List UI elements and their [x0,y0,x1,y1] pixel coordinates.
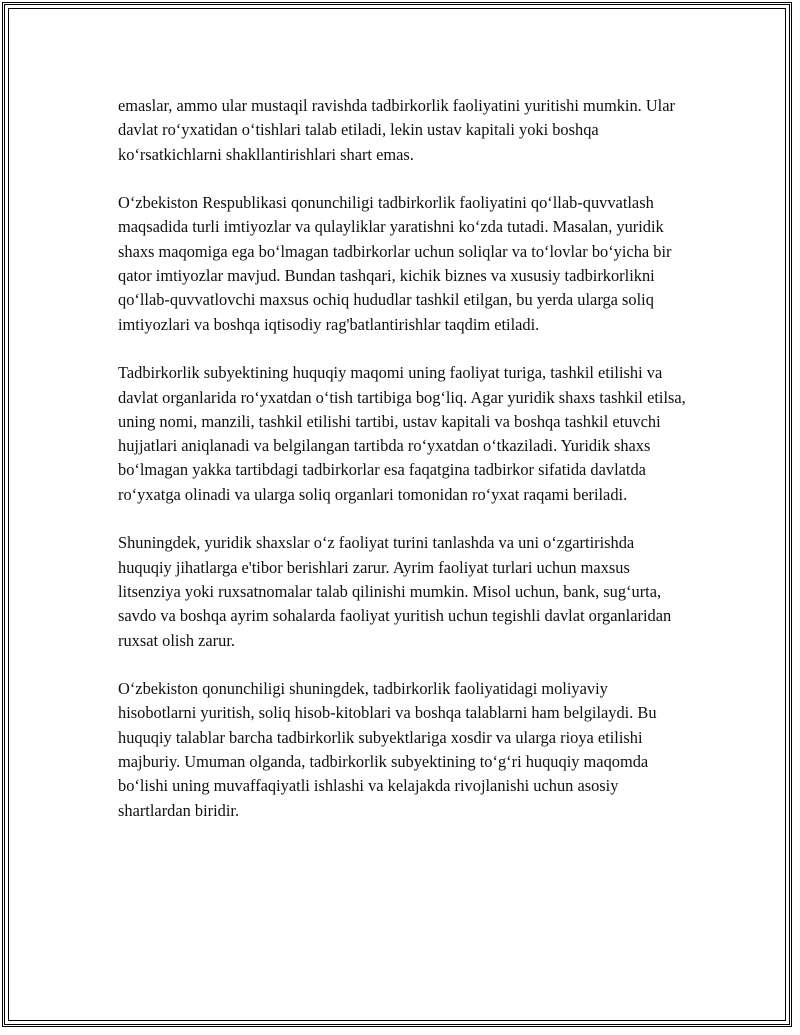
paragraph-3: Tadbirkorlik subyektining huquqiy maqomi uning faoliyat turiga, tashkil etilishi va davlat organlarida ro‘yxatdan o‘tish tartibiga bog‘liq. Agar yuridik shaxs tashkil etilsa, uning nomi, manzili, tashkil etilishi tartibi, ustav kapitali va boshqa tashkil etuvchi hujjatlari aniqlanadi va belgilangan tartibda ro‘yxatdan o‘tkaziladi. Yuridik shaxs bo‘lmagan yakka tartibdagi tadbirkorlar esa faqatgina tadbirkor sifatida davlatda ro‘yxatga olinadi va ularga soliq organlari tomonidan ro‘yxat raqami beriladi. [118,363,686,504]
paragraph-4: Shuningdek, yuridik shaxslar o‘z faoliyat turini tanlashda va uni o‘zgartirishda huquqiy jihatlarga e'tibor berishlari zarur. Ayrim faoliyat turlari uchun maxsus litsenziya yoki ruxsatnomalar talab qilinishi mumkin. Misol uchun, bank, sug‘urta, savdo va boshqa ayrim sohalarda faoliyat yuritish uchun tegishli davlat organlaridan ruxsat olish zarur. [118,533,672,650]
paragraph-1: emaslar, ammo ular mustaqil ravishda tadbirkorlik faoliyatini yuritishi mumkin. Ular davlat ro‘yxatidan o‘tishlari talab etiladi, lekin ustav kapitali yoki boshqa ko‘rsatkichlarni shakllantirishlari shart emas. [118,96,675,164]
paragraph-2: O‘zbekiston Respublikasi qonunchiligi tadbirkorlik faoliyatini qo‘llab-quvvatlash maqsadida turli imtiyozlar va qulayliklar yaratishni ko‘zda tutadi. Masalan, yuridik shaxs maqomiga ega bo‘lmagan tadbirkorlar uchun soliqlar va to‘lovlar bo‘yicha bir qator imtiyozlar mavjud. Bundan tashqari, kichik biznes va xususiy tadbirkorlikni qo‘llab-quvvatlovchi maxsus ochiq hududlar tashkil etilgan, bu yerda ularga soliq imtiyozlari va boshqa iqtisodiy rag'batlantirishlar taqdim etiladi. [118,193,672,334]
document-body [118,94,690,847]
paragraph-5: O‘zbekiston qonunchiligi shuningdek, tadbirkorlik faoliyatidagi moliyaviy hisobotlarni yuritish, soliq hisob-kitoblari va boshqa talablarni ham belgilaydi. Bu huquqiy talablar barcha tadbirkorlik subyektlariga xosdir va ularga rioya etilishi majburiy. Umuman olganda, tadbirkorlik subyektining to‘g‘ri huquqiy maqomda bo‘lishi uning muvaffaqiyatli ishlashi va kelajakda rivojlanishi uchun asosiy shartlardan biridir. [118,679,657,820]
